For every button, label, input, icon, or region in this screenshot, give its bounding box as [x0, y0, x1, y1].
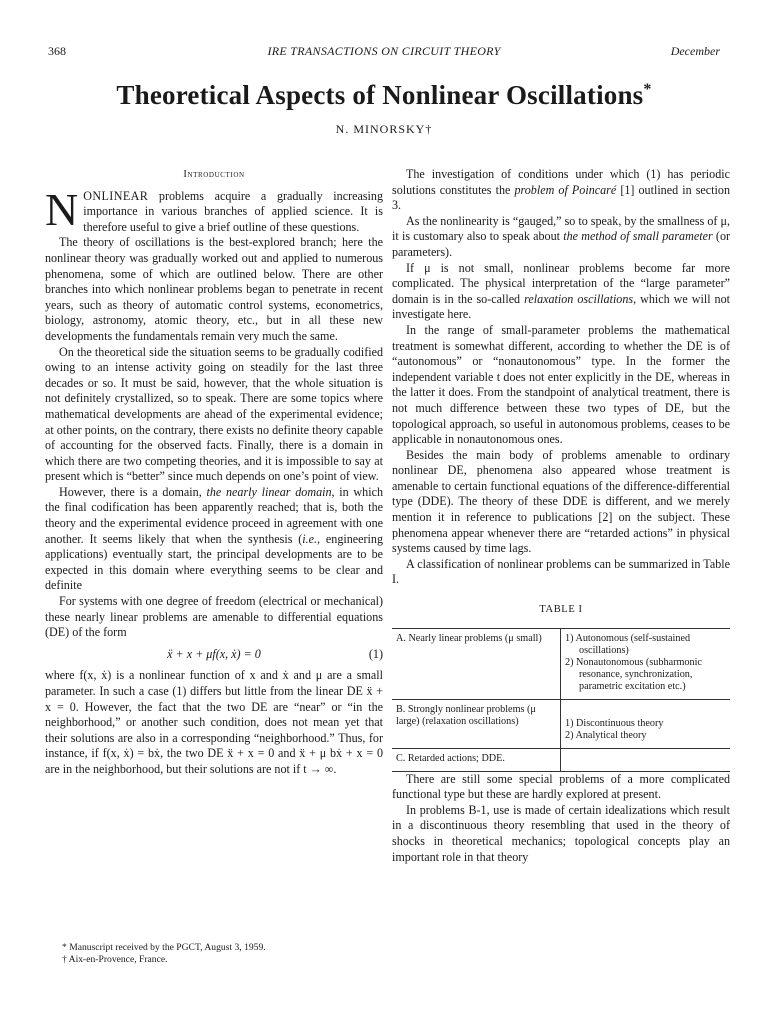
running-header [48, 44, 720, 60]
table-subtype: 1) Discontinuous theory [565, 717, 664, 729]
paragraph: where f(x, ẋ) is a nonlinear function of x and ẋ and μ are a small parameter. In such a case (1) differs but little from the linear DE ẍ + x = 0. However, the fact that the two DE are “near” or “in the neighborhood,” or another such condition, does not mean yet that their solutions are also in a corresponding “neighborhood.” Thus, for instance, if f(x, ẋ) = bẋ, the two DE ẍ + x = 0 and ẍ + μ bẋ + x = 0 are in the neighborhood, but their solutions are not if t → ∞. [45, 668, 383, 776]
emphasis: the method of small parameter [563, 229, 713, 244]
table-subtypes [561, 748, 731, 771]
equation-number: (1) [368, 646, 383, 661]
section-heading: Introduction [183, 169, 245, 180]
table-title: TABLE I [539, 604, 583, 616]
paragraph [392, 167, 730, 214]
classification-table [392, 628, 730, 772]
right-column [392, 167, 730, 865]
table-row [392, 748, 730, 771]
paragraph-intro-text: problems acquire a gradually increasing importance in various branches of applied science. It is therefore useful to give a brief outline of these questions. [83, 188, 383, 234]
text-run: , engineering applications) eventually start, the principal developments are to be expected in this domain where everything seems to be clear and definite [45, 531, 383, 593]
paragraph-intro [45, 183, 383, 236]
article-title-text: Theoretical Aspects of Nonlinear Oscillations [116, 80, 644, 110]
journal-title: IRE TRANSACTIONS ON CIRCUIT THEORY [267, 44, 501, 58]
paragraph: Besides the main body of problems amenable to ordinary nonlinear DE, phenomena also appeared whose treatment is amenable to certain functional equations of the difference-differential type (DDE). The theory of these DDE is different, and we merely mention it in reference to publications [2] on the subject. These phenomena appear whenever there are “retarded actions” in physical systems caused by time lags. [392, 447, 730, 556]
paragraph [392, 214, 730, 261]
table-row [392, 699, 730, 748]
page-number: 368 [48, 44, 66, 58]
text-run: The investigation of conditions under which (1) has periodic solutions constitutes the [392, 167, 730, 197]
paragraph: There are still some special problems of a more complicated functional type but these are hardly explored at present. [392, 771, 730, 802]
article-title [0, 80, 768, 111]
table-subtype: 1) Autonomous (self-sustained oscillations) [565, 632, 691, 656]
emphasis: i.e. [302, 531, 318, 546]
text-run: [1] outlined in section 3. [392, 182, 730, 213]
left-column [45, 167, 383, 778]
text-run: , in which the final codification has been apparently reached; that is, both the theory and the experimental evidence proceed in agreement with one another. It seems likely that when the synthesis ( [45, 484, 383, 546]
equation-body: ẍ + x + μf(x, ẋ) = 0 [167, 646, 261, 661]
issue-month: December [670, 44, 720, 58]
title-footnote-mark: * [643, 81, 652, 98]
paragraph: For systems with one degree of freedom (electrical or mechanical) these nearly linear problems are amenable to differential equations (DE) of the form [45, 594, 383, 640]
table-row [392, 628, 730, 699]
lead-word: ONLINEAR [83, 188, 149, 203]
footnote-affiliation: † Aix-en-Provence, France. [62, 954, 168, 965]
drop-cap: N [45, 183, 79, 235]
paragraph: In problems B-1, use is made of certain idealizations which result in a discontinuous theory resembling that used in the theory of shocks in theoretical mechanics; topological concepts play an important role in that theory [392, 802, 730, 864]
table-subtype: 2) Nonautonomous (subharmonic resonance, synchronization, parametric excitation etc.) [565, 656, 702, 692]
text-run: As the nonlinearity is “gauged,” so to speak, by the smallness of μ, it is customary also to speak about [392, 213, 730, 244]
text-run: , which we will not investigate here. [392, 291, 730, 322]
paragraph: The theory of oscillations is the best-explored branch; here the nonlinear theory was gradually worked out and applied to numerous phenomena, some of which are outlined below. There are other branches into which nonlinear problems began to penetrate in recent years, such as theory of automatic control systems, econometrics, biology, astronomy, atomic theory, etc., but in all these new developments the fundamentals remain very much the same. [45, 235, 383, 343]
paragraph [45, 485, 383, 594]
footnotes [62, 942, 382, 966]
table-category: C. Retarded actions; DDE. [392, 748, 561, 771]
equation-1 [45, 647, 383, 663]
text-run: However, there is a domain, [59, 484, 207, 499]
emphasis: relaxation oscillations [524, 291, 634, 306]
paragraph: On the theoretical side the situation seems to be gradually codified owing to an intense activity going on steadily for the last three decades or so. It must be said, however, that the whole situation is not definitely crystallized, so to speak. There are some topics where mathematical developments are ahead of the experimental evidence; at other points, on the contrary, there exists no definite theory capable of accounting for the observed facts. Finally, there is a domain in which there are two competing theories, and it is impossible to say at present which is “better” since much depends on one’s point of view. [45, 344, 383, 484]
paragraph: In the range of small-parameter problems the mathematical treatment is somewhat different, according to whether the DE is of “autonomous” or “nonautonomous” type. In the former the independent variable t does not enter explicitly in the DE, whereas in the latter it does. From the standpoint of analytical treatment, there is not much difference between these two types of DE, but the topological approach, so useful in autonomous problems, ceases to be applicable in nonautonomous ones. [392, 322, 730, 447]
text-run: If μ is not small, nonlinear problems become far more complicated. The physical interpretation of the “large parameter” domain is in the so-called [392, 260, 730, 306]
table-subtypes [561, 699, 731, 748]
table-category: A. Nearly linear problems (μ small) [392, 628, 561, 699]
table-subtypes [561, 628, 731, 699]
paragraph: A classification of nonlinear problems can be summarized in Table I. [392, 556, 730, 587]
text-run: (or parameters). [392, 229, 731, 259]
paragraph [392, 261, 730, 323]
author-byline: N. MINORSKY† [335, 122, 433, 136]
emphasis: problem of Poincaré [514, 182, 617, 197]
footnote-manuscript: * Manuscript received by the PGCT, August 3, 1959. [62, 942, 266, 953]
table-category: B. Strongly nonlinear problems (μ large) (relaxation oscillations) [392, 699, 561, 748]
emphasis: the nearly linear domain [206, 484, 332, 499]
table-subtype: 2) Analytical theory [565, 729, 647, 741]
